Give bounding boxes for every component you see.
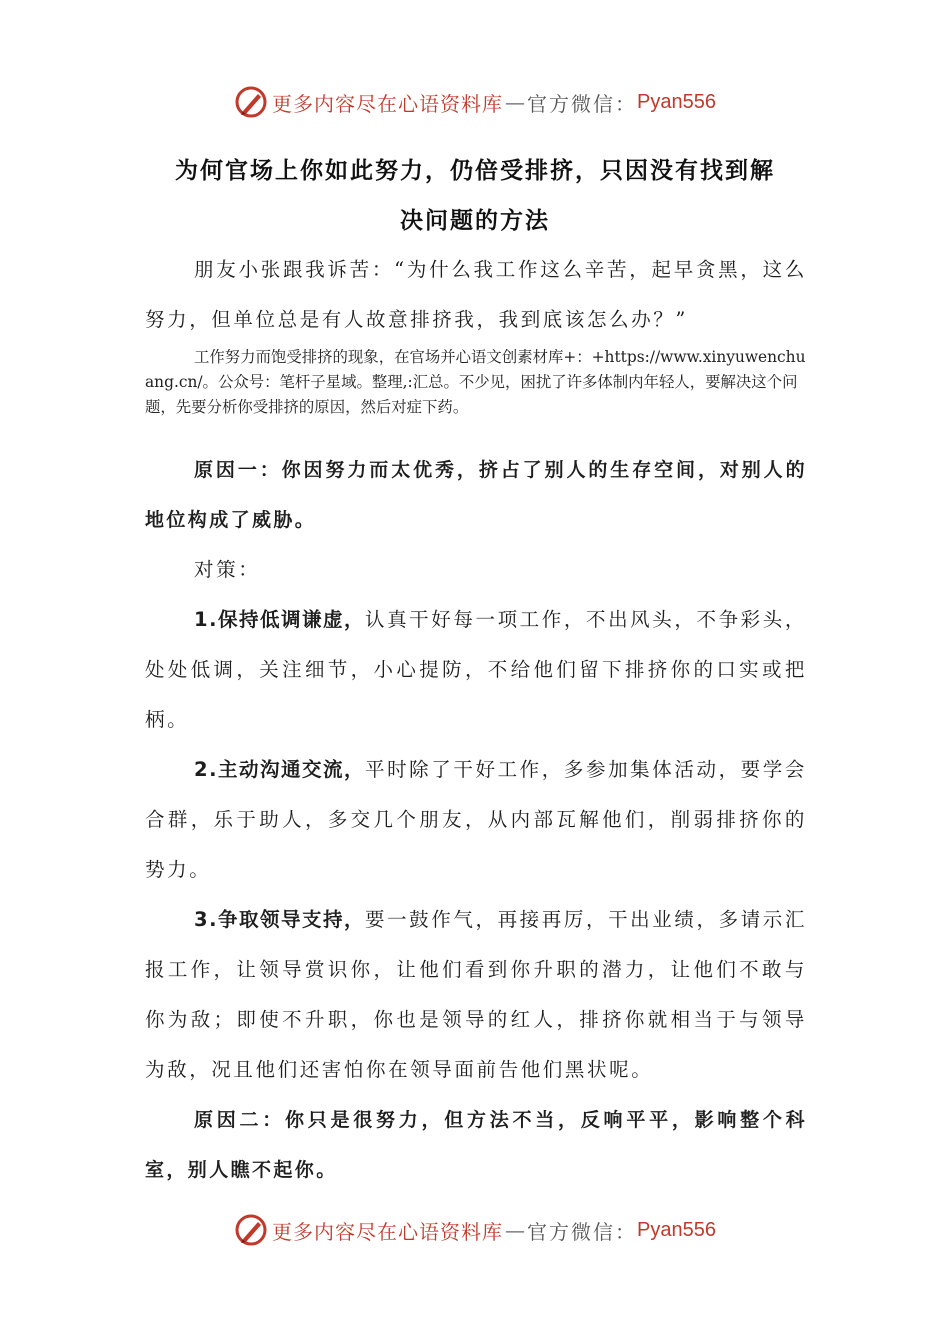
pen-logo-icon bbox=[234, 1213, 268, 1247]
banner-text: 更多内容尽在心语资料库 bbox=[272, 91, 504, 116]
banner-wechat-id: Pyan556 bbox=[637, 1218, 716, 1241]
item-3-lead: 3.争取领导支持， bbox=[194, 908, 365, 931]
source-note-paragraph: 工作努力而饱受排挤的现象，在官场并心语文创素材库+：+https://www.xinyuwenchuang.cn/。公众号：笔杆子星域。整理,:汇总。不少见，困扰了许多体制内年轻人，要解决这个问题，先要分析你受排挤的原因，然后对症下药。 bbox=[145, 348, 806, 416]
item-2-lead: 2.主动沟通交流， bbox=[194, 758, 365, 781]
item-3-text: 要一鼓作气，再接再厉，干出业绩，多请示汇报工作，让领导赏识你，让他们看到你升职的潜力，让他们不敢与你为敌；即使不升职，你也是领导的红人，排挤你就相当于与领导为敌，况且他们还害怕你在领导面前告他们黑状呢。 bbox=[145, 908, 807, 1081]
banner-dash: — bbox=[505, 90, 526, 114]
pen-logo-icon bbox=[234, 85, 268, 119]
reason-one-heading: 原因一：你因努力而太优秀，挤占了别人的生存空间，对别人的地位构成了威胁。 bbox=[145, 459, 807, 531]
item-1-text: 认真干好每一项工作，不出风头，不争彩头，处处低调，关注细节，小心提防，不给他们留下排挤你的口实或把柄。 bbox=[145, 608, 807, 731]
item-2-text: 平时除了干好工作，多参加集体活动，要学会合群，乐于助人，多交几个朋友，从内部瓦解他们，削弱排挤你的势力。 bbox=[145, 758, 807, 881]
document-title-line-1: 为何官场上你如此努力，仍倍受排挤，只因没有找到解 bbox=[175, 158, 775, 184]
banner-label: 官方微信： bbox=[527, 91, 638, 116]
banner-label: 官方微信： bbox=[527, 1219, 638, 1244]
document-title-line-2: 决问题的方法 bbox=[400, 208, 550, 234]
reason-two-heading: 原因二：你只是很努力，但方法不当，反响平平，影响整个科室，别人瞧不起你。 bbox=[145, 1109, 807, 1181]
item-1-lead: 1.保持低调谦虚， bbox=[194, 608, 365, 631]
header-banner bbox=[0, 82, 950, 122]
banner-text: 更多内容尽在心语资料库 bbox=[272, 1219, 504, 1244]
countermeasure-item-1 bbox=[145, 595, 807, 745]
countermeasure-label: 对策： bbox=[194, 558, 261, 581]
intro-paragraph: 朋友小张跟我诉苦：“为什么我工作这么辛苦，起早贪黑，这么努力，但单位总是有人故意排挤我，我到底该怎么办？” bbox=[145, 258, 807, 331]
banner-wechat-id: Pyan556 bbox=[637, 90, 716, 113]
countermeasure-item-3 bbox=[145, 895, 807, 1095]
countermeasure-item-2 bbox=[145, 745, 807, 895]
footer-banner bbox=[0, 1210, 950, 1250]
banner-dash: — bbox=[505, 1218, 526, 1242]
